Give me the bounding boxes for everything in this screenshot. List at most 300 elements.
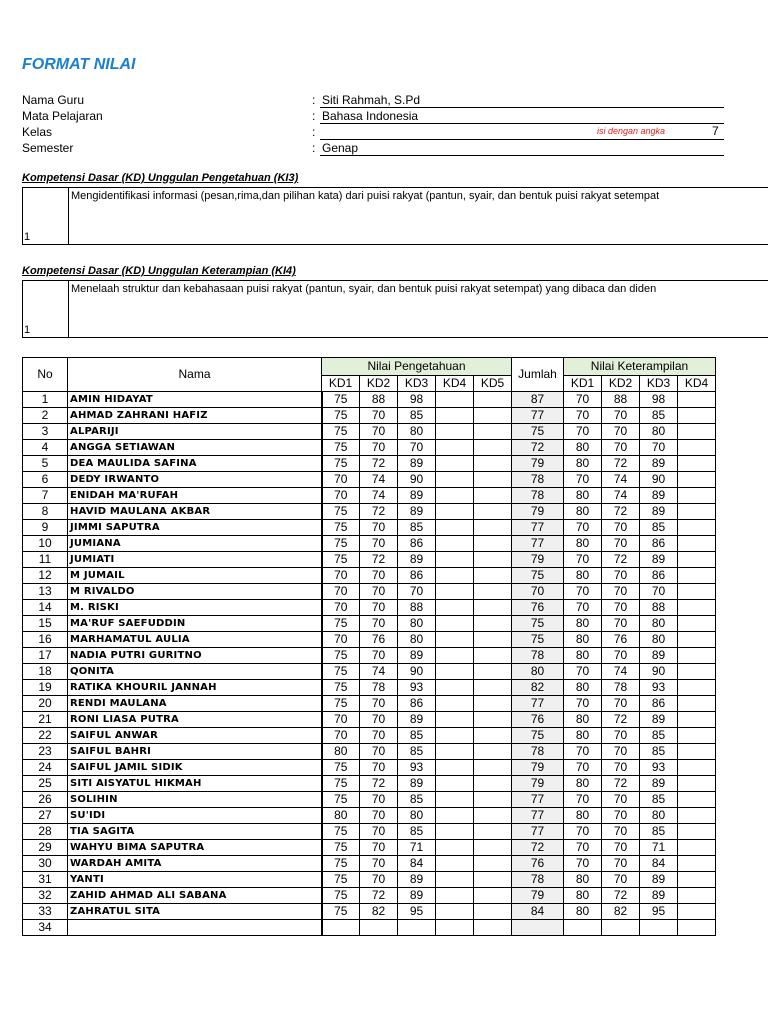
score-cell-pengetahuan[interactable] — [474, 920, 512, 936]
score-cell-keterampilan[interactable]: 70 — [602, 760, 640, 776]
score-cell-keterampilan[interactable] — [678, 760, 716, 776]
score-cell-pengetahuan[interactable] — [436, 536, 474, 552]
score-cell-pengetahuan[interactable] — [474, 424, 512, 440]
score-cell-pengetahuan[interactable] — [436, 488, 474, 504]
score-cell-keterampilan[interactable]: 80 — [564, 616, 602, 632]
score-cell-pengetahuan[interactable] — [436, 744, 474, 760]
score-cell-keterampilan[interactable]: 70 — [602, 520, 640, 536]
score-cell-pengetahuan[interactable]: 76 — [360, 632, 398, 648]
score-cell-pengetahuan[interactable]: 75 — [322, 680, 360, 696]
score-cell-keterampilan[interactable]: 95 — [640, 904, 678, 920]
student-name-cell[interactable]: WARDAH AMITA — [68, 856, 322, 872]
score-cell-pengetahuan[interactable]: 75 — [322, 392, 360, 408]
student-name-cell[interactable]: ZAHRATUL SITA — [68, 904, 322, 920]
score-cell-pengetahuan[interactable]: 75 — [322, 696, 360, 712]
score-cell-keterampilan[interactable]: 80 — [564, 776, 602, 792]
score-cell-pengetahuan[interactable]: 71 — [398, 840, 436, 856]
score-cell-keterampilan[interactable] — [602, 920, 640, 936]
score-cell-pengetahuan[interactable]: 75 — [322, 888, 360, 904]
student-name-cell[interactable]: ZAHID AHMAD ALI SABANA — [68, 888, 322, 904]
score-cell-keterampilan[interactable]: 93 — [640, 680, 678, 696]
score-cell-keterampilan[interactable] — [678, 904, 716, 920]
semester-field[interactable]: Genap — [320, 141, 724, 156]
student-name-cell[interactable]: MA'RUF SAEFUDDIN — [68, 616, 322, 632]
score-cell-pengetahuan[interactable]: 70 — [360, 520, 398, 536]
score-cell-pengetahuan[interactable] — [360, 920, 398, 936]
score-cell-pengetahuan[interactable]: 80 — [398, 424, 436, 440]
score-cell-pengetahuan[interactable]: 72 — [360, 888, 398, 904]
score-cell-keterampilan[interactable]: 90 — [640, 664, 678, 680]
score-cell-keterampilan[interactable] — [678, 600, 716, 616]
score-cell-pengetahuan[interactable] — [322, 920, 360, 936]
score-cell-pengetahuan[interactable]: 90 — [398, 472, 436, 488]
score-cell-pengetahuan[interactable]: 88 — [398, 600, 436, 616]
score-cell-pengetahuan[interactable]: 70 — [322, 472, 360, 488]
score-cell-pengetahuan[interactable]: 70 — [360, 568, 398, 584]
score-cell-pengetahuan[interactable]: 70 — [360, 536, 398, 552]
score-cell-keterampilan[interactable]: 71 — [640, 840, 678, 856]
score-cell-pengetahuan[interactable] — [474, 664, 512, 680]
score-cell-keterampilan[interactable]: 86 — [640, 696, 678, 712]
score-cell-keterampilan[interactable]: 80 — [564, 872, 602, 888]
score-cell-keterampilan[interactable] — [678, 520, 716, 536]
score-cell-keterampilan[interactable]: 80 — [564, 568, 602, 584]
score-cell-keterampilan[interactable]: 82 — [602, 904, 640, 920]
score-cell-keterampilan[interactable]: 80 — [564, 456, 602, 472]
score-cell-pengetahuan[interactable] — [474, 568, 512, 584]
score-cell-keterampilan[interactable]: 89 — [640, 712, 678, 728]
student-name-cell[interactable] — [68, 920, 322, 936]
score-cell-keterampilan[interactable] — [678, 888, 716, 904]
score-cell-keterampilan[interactable] — [678, 568, 716, 584]
score-cell-pengetahuan[interactable]: 75 — [322, 824, 360, 840]
student-name-cell[interactable]: WAHYU BIMA SAPUTRA — [68, 840, 322, 856]
score-cell-keterampilan[interactable]: 74 — [602, 472, 640, 488]
score-cell-keterampilan[interactable]: 70 — [564, 392, 602, 408]
score-cell-keterampilan[interactable]: 70 — [564, 696, 602, 712]
score-cell-keterampilan[interactable]: 89 — [640, 552, 678, 568]
score-cell-keterampilan[interactable] — [678, 440, 716, 456]
score-cell-keterampilan[interactable]: 85 — [640, 408, 678, 424]
student-name-cell[interactable]: M JUMAIL — [68, 568, 322, 584]
score-cell-keterampilan[interactable]: 70 — [602, 616, 640, 632]
score-cell-keterampilan[interactable]: 85 — [640, 744, 678, 760]
student-name-cell[interactable]: TIA SAGITA — [68, 824, 322, 840]
score-cell-pengetahuan[interactable] — [398, 920, 436, 936]
score-cell-keterampilan[interactable]: 70 — [564, 664, 602, 680]
student-name-cell[interactable]: ENIDAH MA'RUFAH — [68, 488, 322, 504]
score-cell-keterampilan[interactable]: 89 — [640, 872, 678, 888]
score-cell-pengetahuan[interactable]: 72 — [360, 456, 398, 472]
score-cell-pengetahuan[interactable]: 70 — [360, 872, 398, 888]
score-cell-keterampilan[interactable] — [678, 552, 716, 568]
score-cell-pengetahuan[interactable] — [436, 568, 474, 584]
score-cell-keterampilan[interactable]: 80 — [564, 648, 602, 664]
score-cell-keterampilan[interactable]: 70 — [564, 552, 602, 568]
score-cell-pengetahuan[interactable] — [474, 520, 512, 536]
score-cell-pengetahuan[interactable]: 75 — [322, 536, 360, 552]
score-cell-keterampilan[interactable]: 80 — [564, 488, 602, 504]
student-name-cell[interactable]: RONI LIASA PUTRA — [68, 712, 322, 728]
score-cell-pengetahuan[interactable]: 72 — [360, 776, 398, 792]
score-cell-keterampilan[interactable]: 70 — [564, 760, 602, 776]
score-cell-pengetahuan[interactable] — [474, 840, 512, 856]
score-cell-pengetahuan[interactable] — [436, 456, 474, 472]
score-cell-keterampilan[interactable]: 80 — [564, 504, 602, 520]
score-cell-keterampilan[interactable]: 72 — [602, 888, 640, 904]
score-cell-keterampilan[interactable]: 89 — [640, 776, 678, 792]
mapel-field[interactable]: Bahasa Indonesia — [320, 109, 724, 124]
score-cell-keterampilan[interactable] — [678, 632, 716, 648]
score-cell-pengetahuan[interactable]: 70 — [360, 424, 398, 440]
score-cell-pengetahuan[interactable]: 70 — [360, 728, 398, 744]
score-cell-pengetahuan[interactable] — [436, 600, 474, 616]
score-cell-keterampilan[interactable]: 80 — [640, 424, 678, 440]
student-name-cell[interactable]: SITI AISYATUL HIKMAH — [68, 776, 322, 792]
score-cell-pengetahuan[interactable]: 74 — [360, 664, 398, 680]
score-cell-pengetahuan[interactable]: 75 — [322, 776, 360, 792]
score-cell-keterampilan[interactable] — [678, 424, 716, 440]
score-cell-pengetahuan[interactable]: 86 — [398, 536, 436, 552]
score-cell-pengetahuan[interactable]: 75 — [322, 552, 360, 568]
score-cell-pengetahuan[interactable] — [436, 728, 474, 744]
score-cell-pengetahuan[interactable] — [474, 616, 512, 632]
student-name-cell[interactable]: SOLIHIN — [68, 792, 322, 808]
score-cell-pengetahuan[interactable]: 93 — [398, 760, 436, 776]
score-cell-pengetahuan[interactable]: 95 — [398, 904, 436, 920]
score-cell-keterampilan[interactable]: 86 — [640, 536, 678, 552]
score-cell-keterampilan[interactable] — [678, 472, 716, 488]
score-cell-keterampilan[interactable] — [678, 776, 716, 792]
score-cell-pengetahuan[interactable] — [436, 696, 474, 712]
score-cell-pengetahuan[interactable]: 89 — [398, 872, 436, 888]
score-cell-pengetahuan[interactable]: 75 — [322, 792, 360, 808]
score-cell-pengetahuan[interactable]: 85 — [398, 408, 436, 424]
score-cell-pengetahuan[interactable] — [474, 824, 512, 840]
student-name-cell[interactable]: RATIKA KHOURIL JANNAH — [68, 680, 322, 696]
student-name-cell[interactable]: QONITA — [68, 664, 322, 680]
score-cell-keterampilan[interactable]: 70 — [564, 792, 602, 808]
score-cell-pengetahuan[interactable]: 98 — [398, 392, 436, 408]
student-name-cell[interactable]: DEDY IRWANTO — [68, 472, 322, 488]
score-cell-keterampilan[interactable]: 93 — [640, 760, 678, 776]
score-cell-keterampilan[interactable]: 70 — [640, 440, 678, 456]
score-cell-pengetahuan[interactable] — [474, 744, 512, 760]
score-cell-pengetahuan[interactable]: 80 — [398, 616, 436, 632]
score-cell-keterampilan[interactable] — [678, 696, 716, 712]
score-cell-keterampilan[interactable] — [678, 392, 716, 408]
score-cell-pengetahuan[interactable] — [436, 648, 474, 664]
score-cell-keterampilan[interactable] — [678, 920, 716, 936]
score-cell-keterampilan[interactable]: 70 — [564, 744, 602, 760]
score-cell-pengetahuan[interactable] — [436, 472, 474, 488]
score-cell-keterampilan[interactable]: 85 — [640, 824, 678, 840]
score-cell-keterampilan[interactable]: 70 — [602, 536, 640, 552]
score-cell-keterampilan[interactable]: 80 — [640, 632, 678, 648]
score-cell-pengetahuan[interactable] — [436, 424, 474, 440]
score-cell-pengetahuan[interactable] — [474, 456, 512, 472]
score-cell-pengetahuan[interactable] — [474, 888, 512, 904]
score-cell-keterampilan[interactable]: 89 — [640, 648, 678, 664]
score-cell-pengetahuan[interactable]: 85 — [398, 824, 436, 840]
score-cell-pengetahuan[interactable] — [436, 808, 474, 824]
score-cell-pengetahuan[interactable]: 75 — [322, 520, 360, 536]
score-cell-keterampilan[interactable] — [678, 840, 716, 856]
score-cell-pengetahuan[interactable]: 70 — [322, 728, 360, 744]
score-cell-keterampilan[interactable]: 84 — [640, 856, 678, 872]
score-cell-pengetahuan[interactable] — [436, 872, 474, 888]
score-cell-keterampilan[interactable]: 70 — [564, 472, 602, 488]
score-cell-pengetahuan[interactable]: 80 — [322, 744, 360, 760]
student-name-cell[interactable]: AMIN HIDAYAT — [68, 392, 322, 408]
score-cell-pengetahuan[interactable]: 75 — [322, 504, 360, 520]
score-cell-pengetahuan[interactable]: 89 — [398, 712, 436, 728]
score-cell-pengetahuan[interactable]: 89 — [398, 456, 436, 472]
kelas-value[interactable]: 7 — [712, 124, 719, 138]
kd3-description[interactable]: Mengidentifikasi informasi (pesan,rima,dan pilihan kata) dari puisi rakyat (pantun, syair, dan bentuk puisi rakyat setempat — [71, 190, 660, 202]
score-cell-pengetahuan[interactable] — [436, 712, 474, 728]
score-cell-keterampilan[interactable]: 70 — [602, 808, 640, 824]
score-cell-pengetahuan[interactable]: 75 — [322, 664, 360, 680]
score-cell-keterampilan[interactable]: 76 — [602, 632, 640, 648]
score-cell-pengetahuan[interactable]: 85 — [398, 792, 436, 808]
score-cell-pengetahuan[interactable] — [474, 776, 512, 792]
student-name-cell[interactable]: HAVID MAULANA AKBAR — [68, 504, 322, 520]
score-cell-pengetahuan[interactable] — [474, 728, 512, 744]
student-name-cell[interactable]: DEA MAULIDA SAFINA — [68, 456, 322, 472]
score-cell-keterampilan[interactable]: 70 — [602, 600, 640, 616]
score-cell-pengetahuan[interactable] — [436, 680, 474, 696]
score-cell-pengetahuan[interactable] — [474, 600, 512, 616]
score-cell-keterampilan[interactable] — [678, 792, 716, 808]
score-cell-pengetahuan[interactable] — [436, 392, 474, 408]
score-cell-pengetahuan[interactable]: 75 — [322, 904, 360, 920]
score-cell-keterampilan[interactable]: 74 — [602, 664, 640, 680]
score-cell-keterampilan[interactable] — [678, 712, 716, 728]
score-cell-pengetahuan[interactable] — [436, 856, 474, 872]
score-cell-pengetahuan[interactable] — [474, 792, 512, 808]
score-cell-keterampilan[interactable]: 89 — [640, 488, 678, 504]
score-cell-keterampilan[interactable]: 70 — [602, 424, 640, 440]
score-cell-keterampilan[interactable]: 80 — [640, 616, 678, 632]
score-cell-pengetahuan[interactable]: 75 — [322, 408, 360, 424]
score-cell-pengetahuan[interactable]: 84 — [398, 856, 436, 872]
student-name-cell[interactable]: ANGGA SETIAWAN — [68, 440, 322, 456]
score-cell-keterampilan[interactable]: 70 — [602, 696, 640, 712]
score-cell-keterampilan[interactable]: 70 — [564, 584, 602, 600]
score-cell-pengetahuan[interactable]: 89 — [398, 552, 436, 568]
student-name-cell[interactable]: JIMMI SAPUTRA — [68, 520, 322, 536]
score-cell-pengetahuan[interactable]: 88 — [360, 392, 398, 408]
score-cell-keterampilan[interactable]: 80 — [564, 888, 602, 904]
score-cell-keterampilan[interactable]: 70 — [602, 856, 640, 872]
score-cell-pengetahuan[interactable]: 70 — [398, 584, 436, 600]
score-cell-pengetahuan[interactable] — [474, 808, 512, 824]
score-cell-keterampilan[interactable]: 88 — [602, 392, 640, 408]
score-cell-keterampilan[interactable]: 78 — [602, 680, 640, 696]
score-cell-keterampilan[interactable]: 70 — [564, 424, 602, 440]
score-cell-pengetahuan[interactable]: 75 — [322, 456, 360, 472]
score-cell-pengetahuan[interactable] — [436, 408, 474, 424]
score-cell-pengetahuan[interactable] — [474, 760, 512, 776]
score-cell-pengetahuan[interactable]: 74 — [360, 488, 398, 504]
score-cell-keterampilan[interactable] — [678, 824, 716, 840]
score-cell-pengetahuan[interactable]: 75 — [322, 760, 360, 776]
score-cell-keterampilan[interactable]: 70 — [602, 744, 640, 760]
score-cell-pengetahuan[interactable] — [474, 632, 512, 648]
score-cell-pengetahuan[interactable] — [436, 760, 474, 776]
score-cell-pengetahuan[interactable] — [474, 536, 512, 552]
score-cell-pengetahuan[interactable] — [474, 648, 512, 664]
score-cell-pengetahuan[interactable]: 70 — [360, 808, 398, 824]
score-cell-pengetahuan[interactable]: 72 — [360, 552, 398, 568]
score-cell-pengetahuan[interactable]: 70 — [322, 600, 360, 616]
score-cell-pengetahuan[interactable]: 70 — [322, 712, 360, 728]
score-cell-pengetahuan[interactable]: 89 — [398, 488, 436, 504]
student-name-cell[interactable]: AHMAD ZAHRANI HAFIZ — [68, 408, 322, 424]
score-cell-keterampilan[interactable] — [678, 856, 716, 872]
score-cell-pengetahuan[interactable] — [436, 552, 474, 568]
score-cell-pengetahuan[interactable]: 89 — [398, 888, 436, 904]
student-name-cell[interactable]: MARHAMATUL AULIA — [68, 632, 322, 648]
score-cell-pengetahuan[interactable]: 93 — [398, 680, 436, 696]
score-cell-keterampilan[interactable]: 85 — [640, 520, 678, 536]
score-cell-pengetahuan[interactable]: 70 — [360, 408, 398, 424]
score-cell-pengetahuan[interactable] — [474, 472, 512, 488]
score-cell-pengetahuan[interactable] — [474, 904, 512, 920]
score-cell-pengetahuan[interactable] — [474, 680, 512, 696]
score-cell-keterampilan[interactable]: 74 — [602, 488, 640, 504]
score-cell-keterampilan[interactable]: 80 — [640, 808, 678, 824]
score-cell-pengetahuan[interactable] — [474, 440, 512, 456]
score-cell-keterampilan[interactable]: 70 — [602, 792, 640, 808]
score-cell-keterampilan[interactable] — [678, 872, 716, 888]
score-cell-keterampilan[interactable] — [678, 536, 716, 552]
score-cell-keterampilan[interactable]: 70 — [602, 728, 640, 744]
student-name-cell[interactable]: SU'IDI — [68, 808, 322, 824]
score-cell-keterampilan[interactable]: 70 — [602, 584, 640, 600]
score-cell-keterampilan[interactable]: 72 — [602, 456, 640, 472]
score-cell-keterampilan[interactable]: 88 — [640, 600, 678, 616]
score-cell-keterampilan[interactable]: 80 — [564, 808, 602, 824]
score-cell-pengetahuan[interactable]: 89 — [398, 776, 436, 792]
score-cell-pengetahuan[interactable] — [436, 584, 474, 600]
score-cell-pengetahuan[interactable]: 70 — [360, 856, 398, 872]
score-cell-pengetahuan[interactable]: 70 — [360, 824, 398, 840]
score-cell-keterampilan[interactable]: 70 — [564, 840, 602, 856]
score-cell-pengetahuan[interactable]: 70 — [322, 488, 360, 504]
score-cell-keterampilan[interactable]: 72 — [602, 776, 640, 792]
student-name-cell[interactable]: M. RISKI — [68, 600, 322, 616]
student-name-cell[interactable]: JUMIATI — [68, 552, 322, 568]
score-cell-pengetahuan[interactable] — [436, 520, 474, 536]
student-name-cell[interactable]: NADIA PUTRI GURITNO — [68, 648, 322, 664]
score-cell-pengetahuan[interactable]: 70 — [360, 584, 398, 600]
score-cell-pengetahuan[interactable] — [474, 392, 512, 408]
score-cell-keterampilan[interactable] — [678, 744, 716, 760]
score-cell-pengetahuan[interactable]: 74 — [360, 472, 398, 488]
score-cell-keterampilan[interactable] — [678, 808, 716, 824]
score-cell-keterampilan[interactable]: 85 — [640, 728, 678, 744]
score-cell-pengetahuan[interactable]: 75 — [322, 424, 360, 440]
score-cell-pengetahuan[interactable] — [436, 664, 474, 680]
score-cell-pengetahuan[interactable]: 89 — [398, 504, 436, 520]
score-cell-keterampilan[interactable] — [678, 456, 716, 472]
score-cell-pengetahuan[interactable]: 70 — [360, 792, 398, 808]
score-cell-pengetahuan[interactable] — [436, 504, 474, 520]
score-cell-pengetahuan[interactable] — [436, 920, 474, 936]
score-cell-pengetahuan[interactable]: 70 — [360, 744, 398, 760]
score-cell-keterampilan[interactable]: 70 — [602, 568, 640, 584]
score-cell-pengetahuan[interactable] — [474, 856, 512, 872]
score-cell-pengetahuan[interactable] — [474, 488, 512, 504]
score-cell-keterampilan[interactable]: 80 — [564, 536, 602, 552]
score-cell-keterampilan[interactable]: 70 — [640, 584, 678, 600]
score-cell-pengetahuan[interactable]: 75 — [322, 648, 360, 664]
score-cell-pengetahuan[interactable]: 70 — [360, 840, 398, 856]
score-cell-keterampilan[interactable] — [678, 680, 716, 696]
student-name-cell[interactable]: SAIFUL BAHRI — [68, 744, 322, 760]
score-cell-pengetahuan[interactable]: 72 — [360, 504, 398, 520]
score-cell-pengetahuan[interactable] — [436, 440, 474, 456]
score-cell-pengetahuan[interactable] — [474, 696, 512, 712]
student-name-cell[interactable]: SAIFUL JAMIL SIDIK — [68, 760, 322, 776]
score-cell-pengetahuan[interactable]: 80 — [398, 808, 436, 824]
score-cell-keterampilan[interactable]: 70 — [564, 520, 602, 536]
student-name-cell[interactable]: RENDI MAULANA — [68, 696, 322, 712]
score-cell-pengetahuan[interactable] — [436, 616, 474, 632]
score-cell-keterampilan[interactable] — [678, 728, 716, 744]
score-cell-keterampilan[interactable]: 70 — [602, 648, 640, 664]
score-cell-keterampilan[interactable] — [564, 920, 602, 936]
score-cell-pengetahuan[interactable]: 75 — [322, 440, 360, 456]
score-cell-keterampilan[interactable]: 70 — [602, 840, 640, 856]
score-cell-keterampilan[interactable]: 89 — [640, 504, 678, 520]
score-cell-pengetahuan[interactable]: 75 — [322, 616, 360, 632]
score-cell-pengetahuan[interactable]: 70 — [322, 584, 360, 600]
score-cell-keterampilan[interactable]: 72 — [602, 504, 640, 520]
score-cell-keterampilan[interactable]: 72 — [602, 552, 640, 568]
score-cell-keterampilan[interactable] — [678, 616, 716, 632]
score-cell-pengetahuan[interactable] — [436, 632, 474, 648]
score-cell-keterampilan[interactable]: 86 — [640, 568, 678, 584]
score-cell-keterampilan[interactable] — [678, 504, 716, 520]
score-cell-keterampilan[interactable]: 70 — [602, 872, 640, 888]
score-cell-pengetahuan[interactable]: 70 — [360, 616, 398, 632]
score-cell-pengetahuan[interactable]: 70 — [398, 440, 436, 456]
score-cell-pengetahuan[interactable]: 86 — [398, 568, 436, 584]
score-cell-keterampilan[interactable]: 98 — [640, 392, 678, 408]
score-cell-keterampilan[interactable]: 80 — [564, 632, 602, 648]
score-cell-pengetahuan[interactable]: 90 — [398, 664, 436, 680]
score-cell-keterampilan[interactable] — [678, 488, 716, 504]
score-cell-keterampilan[interactable]: 80 — [564, 440, 602, 456]
score-cell-keterampilan[interactable]: 70 — [602, 824, 640, 840]
student-name-cell[interactable]: SAIFUL ANWAR — [68, 728, 322, 744]
score-cell-keterampilan[interactable]: 89 — [640, 456, 678, 472]
score-cell-pengetahuan[interactable] — [436, 840, 474, 856]
score-cell-pengetahuan[interactable] — [474, 408, 512, 424]
score-cell-pengetahuan[interactable]: 78 — [360, 680, 398, 696]
score-cell-keterampilan[interactable]: 80 — [564, 680, 602, 696]
score-cell-pengetahuan[interactable] — [436, 888, 474, 904]
score-cell-pengetahuan[interactable]: 70 — [360, 712, 398, 728]
student-name-cell[interactable]: JUMIANA — [68, 536, 322, 552]
score-cell-pengetahuan[interactable] — [474, 504, 512, 520]
score-cell-keterampilan[interactable]: 70 — [564, 408, 602, 424]
guru-field[interactable]: Siti Rahmah, S.Pd — [320, 93, 724, 108]
score-cell-keterampilan[interactable] — [678, 408, 716, 424]
